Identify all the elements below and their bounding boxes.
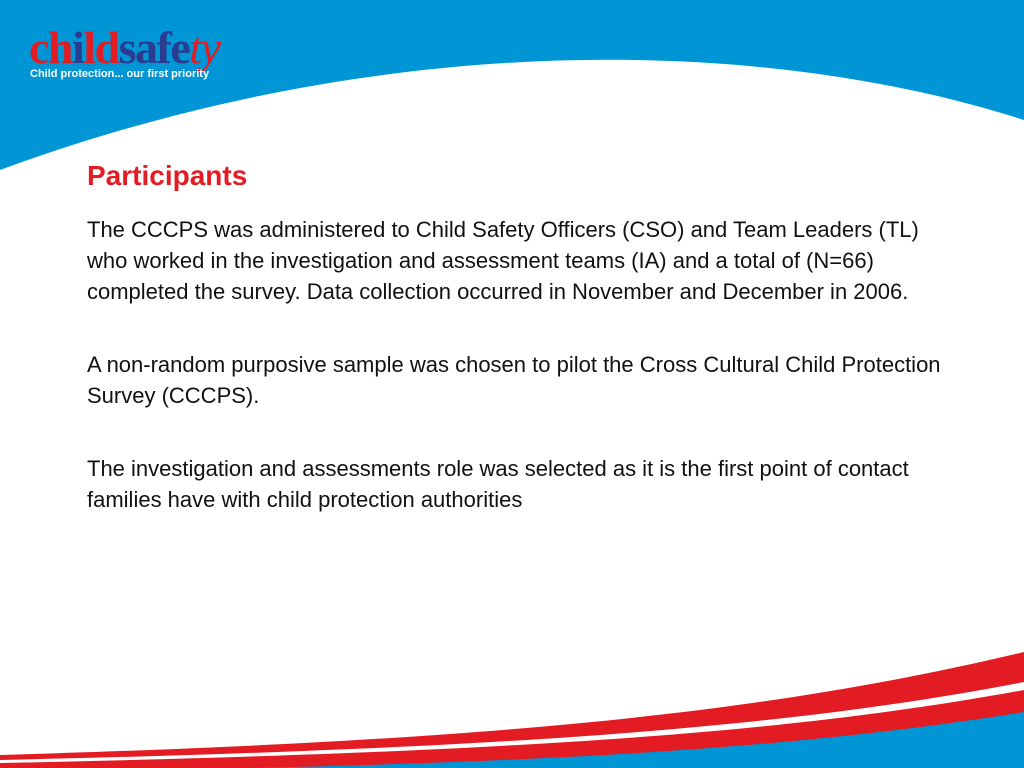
paragraph-sample: A non-random purposive sample was chosen to pilot the Cross Cultural Child Protection Survey (CCCPS). [87, 352, 941, 408]
logo-part-safe: safe [118, 22, 190, 73]
childsafety-logo [29, 22, 269, 86]
logo-part-ch: ch [29, 22, 72, 73]
logo-wordmark [29, 22, 220, 73]
slide-title: Participants [87, 160, 248, 191]
logo-part-i: i [72, 22, 84, 73]
paragraph-administration: The CCCPS was administered to Child Safety Officers (CSO) and Team Leaders (TL) who worked in the investigation and assessment teams (IA) and a total of (N=66) completed the survey. Data collection occurred in November and December in 2006. [87, 217, 919, 304]
logo-tagline: Child protection... our first priority [30, 68, 210, 80]
logo-part-ty: ty [189, 22, 220, 73]
paragraph-role: The investigation and assessments role was selected as it is the first point of contact families have with child protection authorities [87, 456, 909, 512]
logo-part-ld: ld [83, 22, 119, 73]
slide-body [87, 214, 947, 557]
